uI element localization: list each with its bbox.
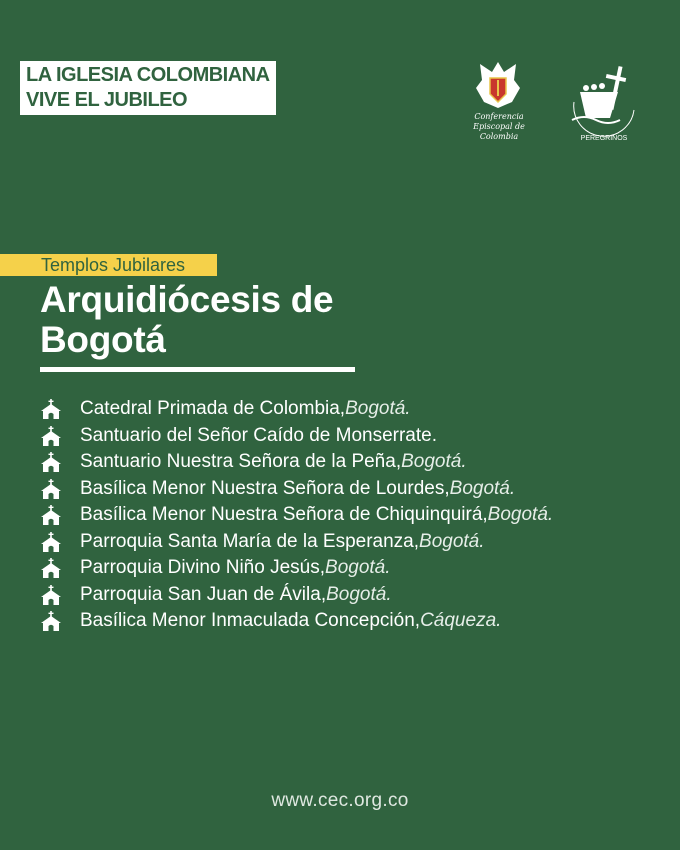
page-title xyxy=(40,280,333,360)
jubileo-2025-logo xyxy=(562,62,646,146)
heading-divider xyxy=(40,367,355,372)
list-item: Parroquia Santa María de la Esperanza, Bogotá. xyxy=(40,529,553,556)
temple-list xyxy=(40,396,553,635)
heading-line-1: Arquidiócesis de xyxy=(40,279,334,320)
list-item: Catedral Primada de Colombia, Bogotá. xyxy=(40,396,553,423)
church-icon xyxy=(40,611,62,631)
list-item: Parroquia San Juan de Ávila, Bogotá. xyxy=(40,582,553,609)
svg-text:PEREGRINOS: PEREGRINOS xyxy=(580,135,628,142)
church-icon xyxy=(40,558,62,578)
campaign-title xyxy=(20,61,276,115)
list-item: Santuario Nuestra Señora de la Peña, Bogotá. xyxy=(40,449,553,476)
church-icon xyxy=(40,426,62,446)
church-icon xyxy=(40,532,62,552)
title-line-1: LA IGLESIA COLOMBIANA xyxy=(26,64,270,86)
church-icon xyxy=(40,479,62,499)
title-line-2: VIVE EL JUBILEO xyxy=(26,89,188,111)
list-item: Basílica Menor Nuestra Señora de Chiquinquirá, Bogotá. xyxy=(40,502,553,529)
list-item: Santuario del Señor Caído de Monserrate. xyxy=(40,423,553,450)
church-icon xyxy=(40,505,62,525)
list-item: Basílica Menor Nuestra Señora de Lourdes, Bogotá. xyxy=(40,476,553,503)
list-item: Basílica Menor Inmaculada Concepción, Cáqueza. xyxy=(40,608,553,635)
website-link[interactable]: www.cec.org.co xyxy=(271,790,409,811)
list-item: Parroquia Divino Niño Jesús, Bogotá. xyxy=(40,555,553,582)
heading-line-2: Bogotá xyxy=(40,319,166,360)
cec-logo-caption: Conferencia Episcopal de Colombia xyxy=(473,112,525,141)
church-icon xyxy=(40,399,62,419)
section-tag: Templos Jubilares xyxy=(0,254,217,276)
church-icon xyxy=(40,452,62,472)
church-icon xyxy=(40,585,62,605)
